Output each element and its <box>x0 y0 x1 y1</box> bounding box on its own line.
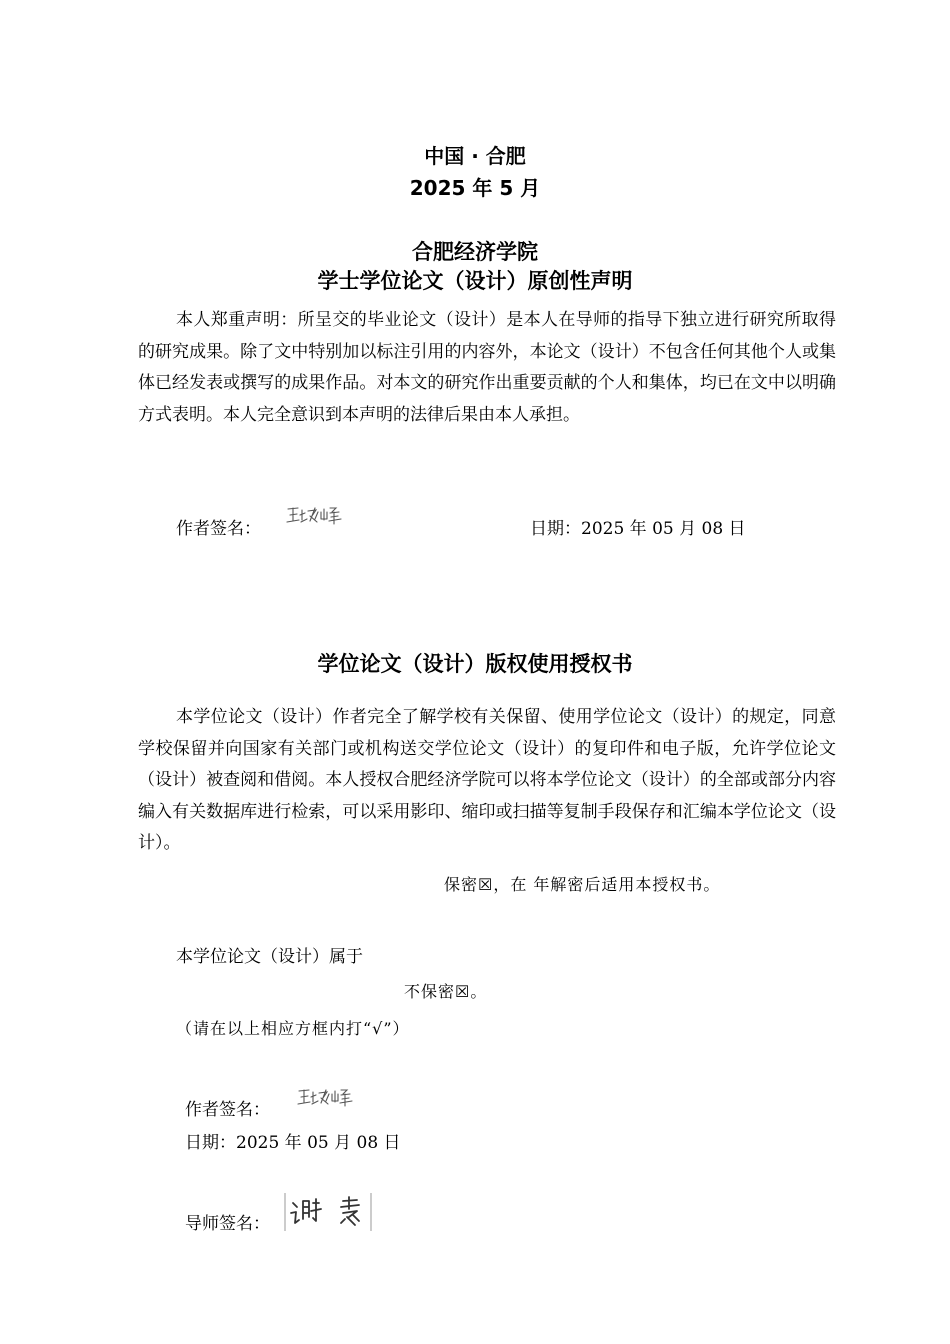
author-signature-2 <box>297 1086 355 1108</box>
declaration-author-sign-label: 作者签名： <box>176 519 261 539</box>
authorization-author-sign-label: 作者签名： <box>185 1100 270 1120</box>
not-confidential-line: 不保密☒。 <box>404 982 488 1001</box>
institution-name: 合肥经济学院 <box>412 240 538 264</box>
confidential-line: 保密☒，在 年解密后适用本授权书。 <box>444 875 721 894</box>
authorization-title: 学位论文（设计）版权使用授权书 <box>317 652 633 676</box>
declaration-body: 本人郑重声明：所呈交的毕业论文（设计）是本人在导师的指导下独立进行研究所取得的研究成果。除了文中特别加以标注引用的内容外，本论文（设计）不包含任何其他个人或集体已经发表或撰写的成果作品。对本文的研究作出重要贡献的个人和集体，均已在文中以明确方式表明。本人完全意识到本声明的法律后果由本人承担。 <box>138 310 836 425</box>
advisor-signature <box>283 1191 375 1233</box>
cover-location: 中国 · 合肥 <box>424 144 526 168</box>
advisor-sign-label: 导师签名： <box>185 1214 270 1234</box>
declaration-title: 学士学位论文（设计）原创性声明 <box>317 269 633 293</box>
author-signature <box>286 504 344 526</box>
checkmark-instruction: （请在以上相应方框内打“√”） <box>176 1019 410 1038</box>
cover-date: 2025 年 5 月 <box>409 176 541 200</box>
belongs-label: 本学位论文（设计）属于 <box>176 947 363 967</box>
authorization-body: 本学位论文（设计）作者完全了解学校有关保留、使用学位论文（设计）的规定，同意学校保留并向国家有关部门或机构送交学位论文（设计）的复印件和电子版，允许学位论文（设计）被查阅和借阅。本人授权合肥经济学院可以将本学位论文（设计）的全部或部分内容编入有关数据库进行检索，可以采用影印、缩印或扫描等复制手段保存和汇编本学位论文（设计）。 <box>138 707 836 853</box>
authorization-date: 日期：2025 年 05 月 08 日 <box>185 1133 401 1153</box>
declaration-date: 日期：2025 年 05 月 08 日 <box>530 519 746 539</box>
